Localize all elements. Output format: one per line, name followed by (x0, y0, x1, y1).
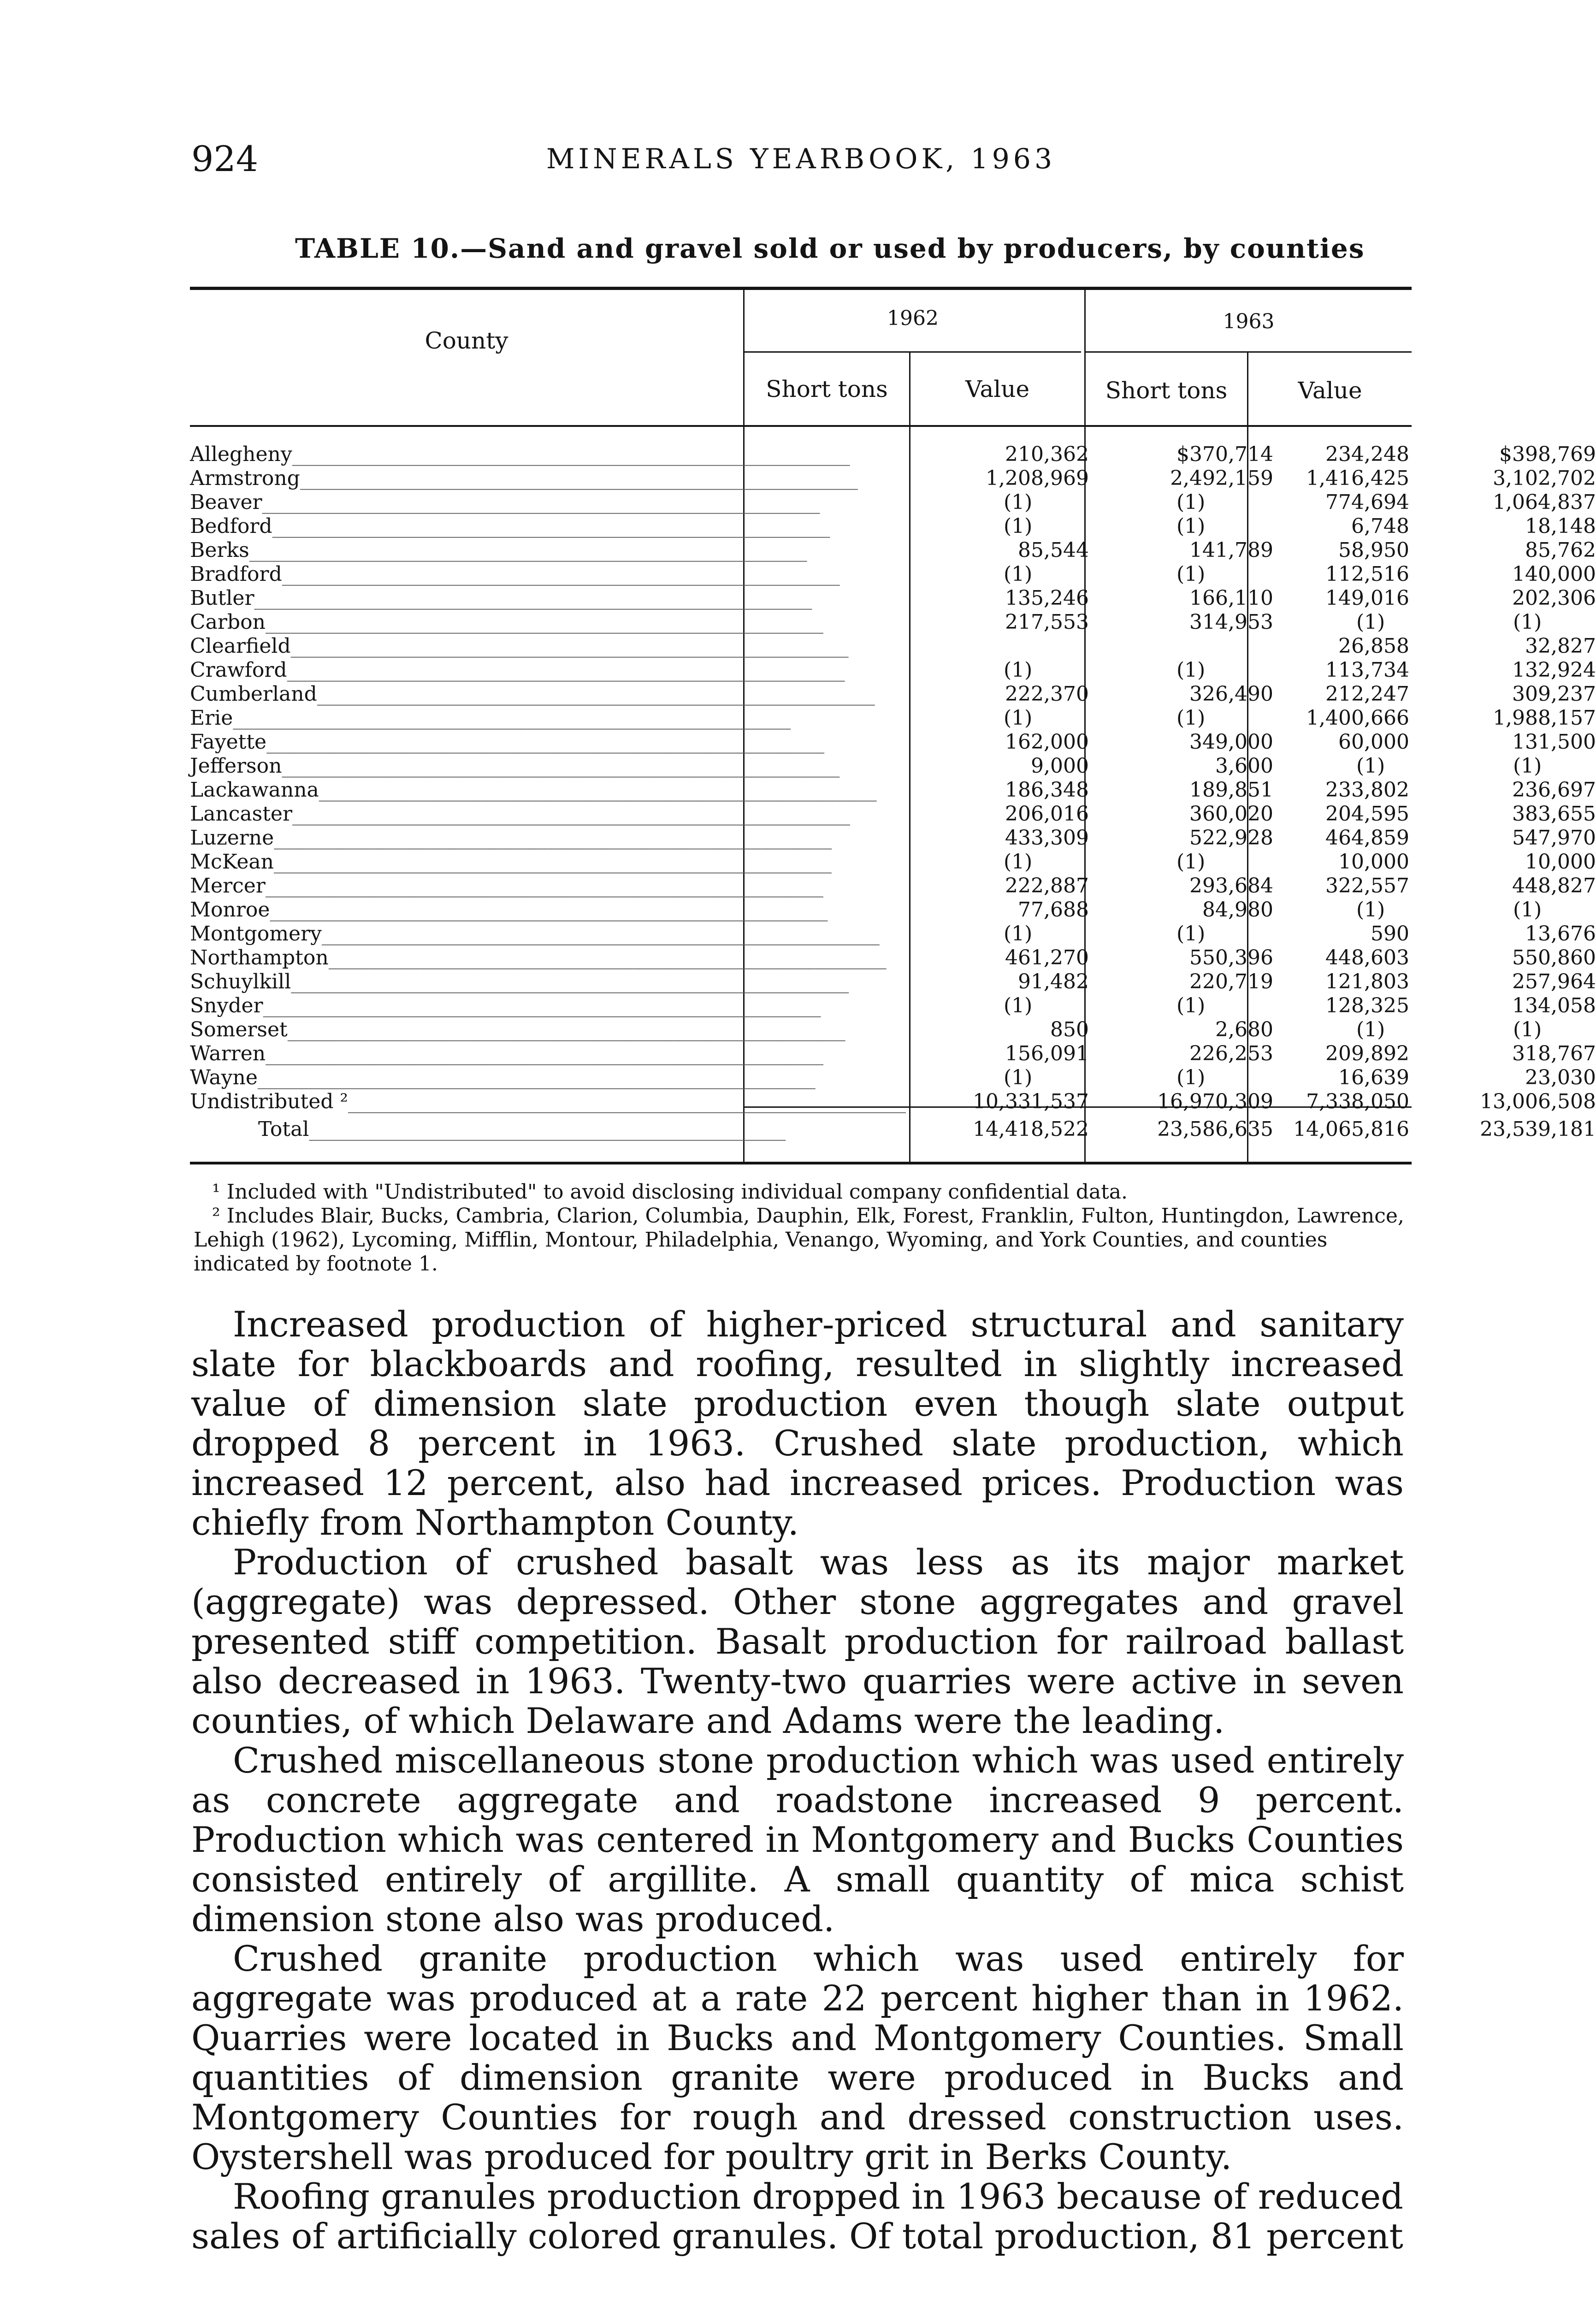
total-row (190, 1116, 1596, 1143)
tons-1963: (1) (1356, 1018, 1385, 1041)
tons-1962: 850 (1050, 1018, 1089, 1041)
value-1962: 293,684 (1189, 874, 1273, 898)
table-row (190, 802, 1596, 826)
page-header (191, 138, 1399, 184)
county-name: Northampton_______________________________________________________ (190, 946, 887, 969)
tons-1962: (1) (1004, 1066, 1033, 1089)
tons-1963: 464,859 (1325, 826, 1409, 850)
table-row (190, 586, 1596, 610)
value-1963: 131,500 (1512, 730, 1596, 754)
paragraph: Production of crushed basalt was less as its major market (aggregate) was depressed. Other stone aggregates and gravel presented stiff competition. Basalt production for railroad ballast also decreased in 1963. Twenty-two quarries were active in seven counties, of which Delaware and Adams were the leading. (191, 1542, 1404, 1741)
value-1962: (1) (1176, 514, 1206, 538)
value-1963: 202,306 (1512, 586, 1596, 610)
tons-1962: (1) (1004, 922, 1033, 946)
tons-1962: 222,370 (1005, 682, 1089, 706)
county-name: Montgomery_______________________________________________________ (190, 922, 880, 946)
value-1963: 10,000 (1525, 850, 1596, 874)
table-row (190, 970, 1596, 994)
short-tons-1962-header: Short tons (766, 376, 888, 402)
paragraph: Roofing granules production dropped in 1963 because of reduced sales of artificially colored granules. Of total production, 81 percent (191, 2176, 1403, 2257)
table-bottom-rule (190, 1162, 1412, 1164)
tons-1962: 162,000 (1005, 730, 1089, 754)
tons-1963: (1) (1356, 898, 1385, 922)
value-1962: (1) (1176, 994, 1206, 1017)
body-text (191, 1305, 1404, 2256)
tons-1963: 26,858 (1338, 634, 1409, 658)
tons-1962: 156,091 (1005, 1042, 1089, 1065)
county-name: McKean_______________________________________________________ (190, 850, 832, 874)
table-row (190, 1066, 1596, 1090)
tons-1963: 112,516 (1325, 562, 1409, 586)
table-title: TABLE 10.—Sand and gravel sold or used by producers, by counties (295, 233, 1365, 264)
tons-1962: 217,553 (1005, 610, 1089, 634)
county-name: Berks_______________________________________________________ (190, 538, 807, 562)
table-top-rule (190, 287, 1412, 290)
table-row (190, 994, 1596, 1018)
value-1963: 547,970 (1512, 826, 1596, 850)
tons-1962: 91,482 (1018, 970, 1089, 993)
table-row (190, 467, 1596, 491)
tons-1963: 128,325 (1325, 994, 1409, 1017)
value-1963-header: Value (1298, 377, 1362, 404)
paragraph: Crushed granite production which was used entirely for aggregate was produced at a rate 22 percent higher than in 1962. Quarries were located in Bucks and Montgomery Counties. Small quantities of dimension granite were produced in Bucks and Montgomery Counties for rough and dressed construction uses. Oystershell was produced for poultry grit in Berks County. (191, 1938, 1404, 2177)
value-1962: 226,253 (1189, 1042, 1273, 1065)
table-row (190, 682, 1596, 706)
county-name: Snyder_______________________________________________________ (190, 994, 821, 1017)
tons-1963: 322,557 (1325, 874, 1409, 898)
value-1962: 2,492,159 (1170, 467, 1273, 490)
value-1962: 220,719 (1189, 970, 1273, 993)
year-1962-header: 1962 (887, 307, 939, 330)
total-value-1963: 23,539,181 (1480, 1117, 1596, 1141)
value-1962: (1) (1176, 706, 1206, 730)
table-row (190, 922, 1596, 946)
county-name: Butler_______________________________________________________ (190, 586, 812, 610)
table-row (190, 874, 1596, 898)
value-1963: 550,860 (1512, 946, 1596, 969)
tons-1963: (1) (1356, 754, 1385, 778)
tons-1962: 186,348 (1005, 778, 1089, 802)
value-1963: (1) (1513, 754, 1542, 778)
table-row (190, 443, 1596, 467)
county-name: Lancaster_______________________________________________________ (190, 802, 850, 826)
value-1963: 448,827 (1512, 874, 1596, 898)
tons-1963: 204,595 (1325, 802, 1409, 826)
county-name: Wayne_______________________________________________________ (190, 1066, 816, 1089)
value-1962: 522,928 (1189, 826, 1273, 850)
county-name: Lackawanna_______________________________________________________ (190, 778, 877, 802)
value-1962: (1) (1176, 850, 1206, 874)
footnote-2: ² Includes Blair, Bucks, Cambria, Clarion, Columbia, Dauphin, Elk, Forest, Franklin, Fulton, Huntingdon, Lawrence, Lehigh (1962), Lycoming, Mifflin, Montour, Philadelphia, Venango, Wyoming, and York Counties, and counties indicated by footnote 1. (194, 1204, 1404, 1276)
header-bottom-rule (190, 425, 1412, 427)
table-row (190, 754, 1542, 778)
county-name: Bedford_______________________________________________________ (190, 514, 830, 538)
value-1962: 550,396 (1189, 946, 1273, 969)
tons-1963: 1,400,666 (1306, 706, 1409, 730)
county-name: Mercer_______________________________________________________ (190, 874, 823, 898)
value-1962: 84,980 (1202, 898, 1273, 922)
value-1963: 85,762 (1525, 538, 1596, 562)
county-name: Crawford_______________________________________________________ (190, 658, 845, 682)
tons-1962: 433,309 (1005, 826, 1089, 850)
total-tons-1963: 14,065,816 (1293, 1117, 1409, 1141)
value-1963: $398,769 (1499, 443, 1596, 466)
value-1963: 257,964 (1512, 970, 1596, 993)
county-name: Carbon_______________________________________________________ (190, 610, 823, 634)
table-row (190, 1042, 1596, 1066)
page-number: 924 (191, 138, 259, 179)
tons-1963: 234,248 (1325, 443, 1409, 466)
table-row (190, 898, 1542, 922)
value-1963: (1) (1513, 1018, 1542, 1041)
county-name: Erie_______________________________________________________ (190, 706, 791, 730)
tons-1962: 10,331,537 (973, 1090, 1089, 1113)
table-row (190, 778, 1596, 802)
table-row (190, 946, 1596, 970)
running-title: MINERALS YEARBOOK, 1963 (546, 143, 1056, 175)
county-name: Schuylkill_______________________________________________________ (190, 970, 849, 993)
value-1962: (1) (1176, 922, 1206, 946)
value-1962: 326,490 (1189, 682, 1273, 706)
tons-1962: 210,362 (1005, 443, 1089, 466)
table-row (190, 850, 1596, 874)
footnote-1: ¹ Included with "Undistributed" to avoid disclosing individual company confidential data. (212, 1180, 1128, 1204)
tons-1963: 7,338,050 (1306, 1090, 1409, 1113)
value-1962: 314,953 (1189, 610, 1273, 634)
year-rule-1963 (1086, 351, 1412, 353)
value-1962: 349,000 (1189, 730, 1273, 754)
tons-1962: 222,887 (1005, 874, 1089, 898)
value-1963: 309,237 (1512, 682, 1596, 706)
table-footnotes (194, 1180, 1411, 1276)
table-row (190, 538, 1596, 562)
value-1963: 13,006,508 (1480, 1090, 1596, 1113)
county-name: Undistributed ²_______________________________________________________ (190, 1090, 906, 1113)
table-row (190, 562, 1596, 586)
tons-1963: 149,016 (1325, 586, 1409, 610)
tons-1963: 58,950 (1338, 538, 1409, 562)
year-1963-header: 1963 (1223, 310, 1275, 333)
short-tons-1963-header: Short tons (1105, 377, 1228, 404)
value-1963: 134,058 (1512, 994, 1596, 1017)
table-body (190, 443, 1596, 1114)
value-1962: (1) (1176, 562, 1206, 586)
value-1962: 360,020 (1189, 802, 1273, 826)
tons-1962: 77,688 (1018, 898, 1089, 922)
county-name: Beaver_______________________________________________________ (190, 491, 820, 514)
value-1963: 383,655 (1512, 802, 1596, 826)
tons-1963: 16,639 (1338, 1066, 1409, 1089)
paragraph: Crushed miscellaneous stone production which was used entirely as concrete aggregate and roadstone increased 9 percent. Production which was centered in Montgomery and Bucks Counties consisted entirely of argillite. A small quantity of mica schist dimension stone also was produced. (191, 1740, 1404, 1939)
county-name: Bradford_______________________________________________________ (190, 562, 840, 586)
tons-1962: 135,246 (1005, 586, 1089, 610)
table-row (190, 658, 1596, 682)
tons-1963: 448,603 (1325, 946, 1409, 969)
tons-1962: (1) (1004, 994, 1033, 1017)
county-name: Allegheny_______________________________________________________ (190, 443, 850, 466)
value-1962: 16,970,309 (1157, 1090, 1273, 1113)
value-1963: 23,030 (1525, 1066, 1596, 1089)
year-rule-1962 (745, 351, 1081, 353)
tons-1962: (1) (1004, 491, 1033, 514)
county-name: Monroe_______________________________________________________ (190, 898, 828, 922)
value-1963: 236,697 (1512, 778, 1596, 802)
tons-1962: (1) (1004, 658, 1033, 682)
tons-1962: (1) (1004, 850, 1033, 874)
table-row (190, 1018, 1542, 1042)
total-label: Total_______________________________________________ (258, 1117, 786, 1141)
table-row (190, 706, 1596, 730)
value-1962: 3,600 (1215, 754, 1273, 778)
value-1963: (1) (1513, 610, 1542, 634)
value-1963: 132,924 (1512, 658, 1596, 682)
tons-1962: 461,270 (1005, 946, 1089, 969)
tons-1963: 6,748 (1351, 514, 1409, 538)
value-1963: 13,676 (1525, 922, 1596, 946)
county-name: Somerset_______________________________________________________ (190, 1018, 845, 1041)
paragraph: Increased production of higher-priced structural and sanitary slate for blackboards and roofing, resulted in slightly increased value of dimension slate production even though slate output dropped 8 percent in 1963. Crushed slate production, which increased 12 percent, also had increased prices. Production was chiefly from Northampton County. (191, 1304, 1404, 1543)
tons-1963: 209,892 (1325, 1042, 1409, 1065)
value-1963: (1) (1513, 898, 1542, 922)
tons-1962: (1) (1004, 706, 1033, 730)
table-row (190, 610, 1542, 634)
tons-1963: 121,803 (1325, 970, 1409, 993)
value-1963: 18,148 (1525, 514, 1596, 538)
tons-1962: (1) (1004, 514, 1033, 538)
value-1962: (1) (1176, 491, 1206, 514)
value-1963: 318,767 (1512, 1042, 1596, 1065)
total-value-1962: 23,586,635 (1157, 1117, 1273, 1141)
county-name: Jefferson_______________________________________________________ (190, 754, 840, 778)
table-row (190, 1090, 1596, 1114)
tons-1963: 212,247 (1325, 682, 1409, 706)
table-row (190, 730, 1596, 754)
table-row (190, 514, 1596, 538)
tons-1962: 1,208,969 (986, 467, 1089, 490)
tons-1962: 206,016 (1005, 802, 1089, 826)
county-name: Warren_______________________________________________________ (190, 1042, 824, 1065)
county-name: Cumberland_______________________________________________________ (190, 682, 875, 706)
tons-1962: 9,000 (1031, 754, 1089, 778)
county-name: Clearfield_______________________________________________________ (190, 634, 849, 658)
value-1962: 166,110 (1189, 586, 1273, 610)
value-1962: (1) (1176, 1066, 1206, 1089)
value-1963: 3,102,702 (1493, 467, 1596, 490)
tons-1963: 590 (1371, 922, 1409, 946)
table-row (190, 491, 1596, 514)
value-1962: (1) (1176, 658, 1206, 682)
table-row (190, 634, 1596, 658)
county-name: Armstrong_______________________________________________________ (190, 467, 858, 490)
county-name: Luzerne_______________________________________________________ (190, 826, 832, 850)
tons-1963: 233,802 (1325, 778, 1409, 802)
table-row (190, 826, 1596, 850)
tons-1963: 774,694 (1325, 491, 1409, 514)
county-header: County (425, 327, 508, 354)
value-1962: 189,851 (1189, 778, 1273, 802)
tons-1963: (1) (1356, 610, 1385, 634)
tons-1963: 60,000 (1338, 730, 1409, 754)
tons-1962: (1) (1004, 562, 1033, 586)
value-1963: 1,988,157 (1493, 706, 1596, 730)
value-1962: 2,680 (1215, 1018, 1273, 1041)
value-1963: 1,064,837 (1493, 491, 1596, 514)
tons-1963: 113,734 (1325, 658, 1409, 682)
value-1963: 32,827 (1525, 634, 1596, 658)
total-tons-1962: 14,418,522 (973, 1117, 1089, 1141)
county-name: Fayette_______________________________________________________ (190, 730, 825, 754)
tons-1963: 10,000 (1338, 850, 1409, 874)
tons-1962: 85,544 (1018, 538, 1089, 562)
tons-1963: 1,416,425 (1306, 467, 1409, 490)
value-1962-header: Value (965, 376, 1030, 402)
value-1963: 140,000 (1512, 562, 1596, 586)
value-1962: 141,789 (1189, 538, 1273, 562)
value-1962: $370,714 (1176, 443, 1273, 466)
